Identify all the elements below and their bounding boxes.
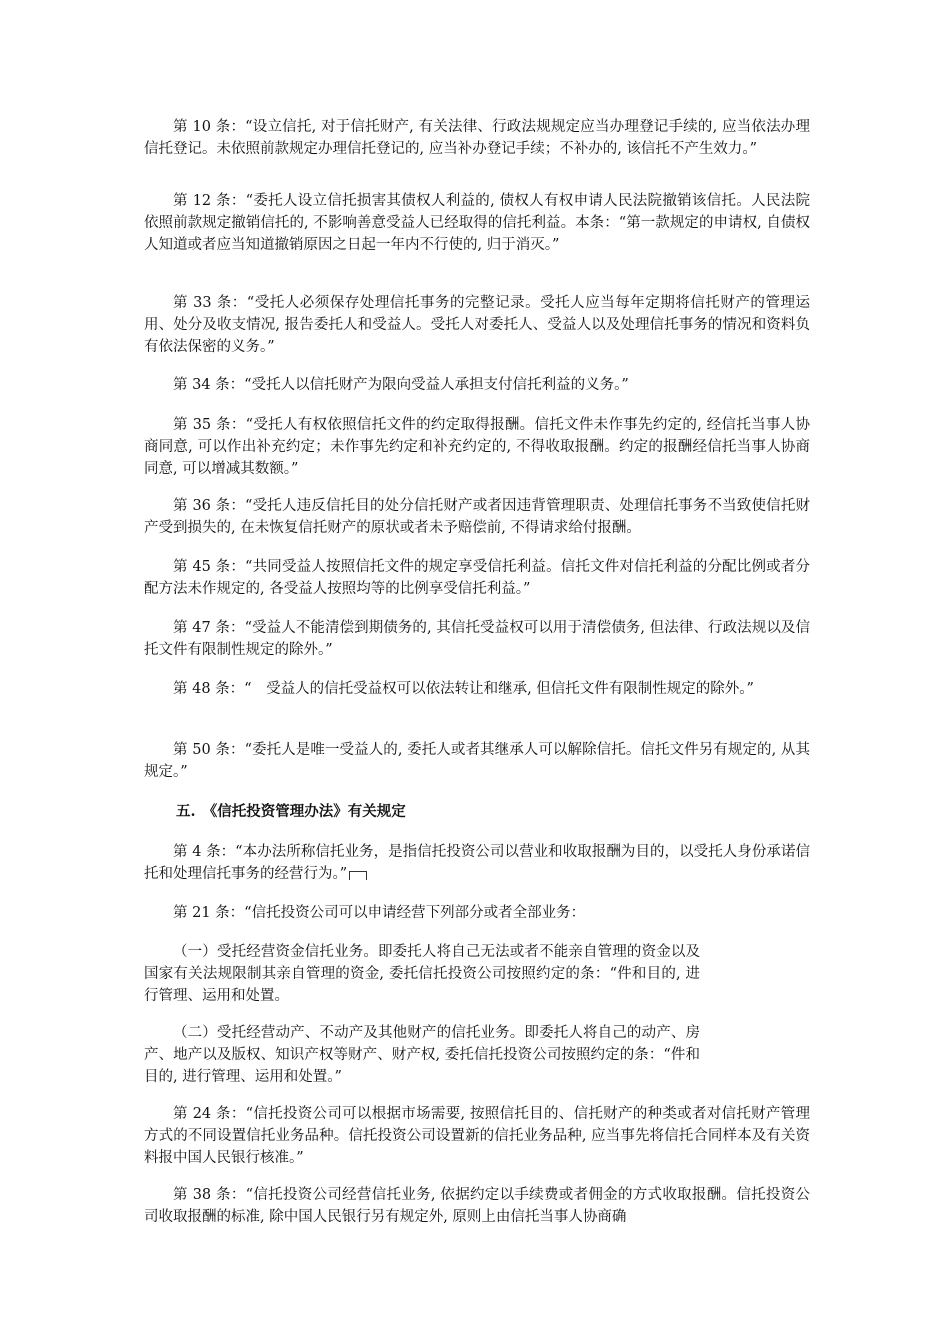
article-24-paragraph: 第 24 条：“信托投资公司可以根据市场需要, 按照信托目的、信托财产的种类或者对信托财产管理方式的不同设置信托业务品种。信托投资公司设置新的信托业务品种, 应当事先将信托合同样本及有关资料报中国人民银行核准。”: [144, 1106, 810, 1166]
item-2-paragraph: （二）受托经营动产、不动产及其他财产的信托业务。即委托人将自己的动产、房产、地产以及版权、知识产权等财产、财产权, 委托信托投资公司按照约定的条：“件和目的, 进行管理、运用和处置。”: [144, 1025, 700, 1085]
article-35-paragraph: 第 35 条：“受托人有权依照信托文件的约定取得报酬。信托文件未作事先约定的, 经信托当事人协商同意, 可以作出补充约定；未作事先约定和补充约定的, 不得收取报酬。约定的报酬经信托当事人协商同意, 可以增减其数额。”: [144, 417, 810, 477]
article-12-paragraph: 第 12 条：“委托人设立信托损害其债权人利益的, 债权人有权申请人民法院撤销该信托。人民法院依照前款规定撤销信托的, 不影响善意受益人已经取得的信托利益。本条：“第一款规定的申请权, 自债权人知道或者应当知道撤销原因之日起一年内不行使的, 归于消灭。”: [144, 193, 810, 253]
edit-mark-icon: [349, 871, 367, 880]
article-36-paragraph: 第 36 条：“受托人违反信托目的处分信托财产或者因违背管理职责、处理信托事务不当致使信托财产受到损失的, 在未恢复信托财产的原状或者未予赔偿前, 不得请求给付报酬。: [144, 498, 810, 536]
article-45-paragraph: 第 45 条：“共同受益人按照信托文件的规定享受信托利益。信托文件对信托利益的分配比例或者分配方法未作规定的, 各受益人按照均等的比例享受信托利益。”: [144, 559, 810, 597]
article-4-text: 第 4 条：“本办法所称信托业务，是指信托投资公司以营业和收取报酬为目的，以受托人身份承诺信托和处理信托事务的经营行为。”: [144, 844, 810, 882]
article-21-paragraph: 第 21 条：“信托投资公司可以申请经营下列部分或者全部业务：: [173, 905, 586, 921]
article-33-paragraph: 第 33 条：“受托人必须保存处理信托事务的完整记录。受托人应当每年定期将信托财产的管理运用、处分及收支情况, 报告委托人和受益人。受托人对委托人、受益人以及处理信托事务的情况和资料负有依法保密的义务。”: [144, 295, 810, 355]
section-heading: 五. 《信托投资管理办法》有关规定: [176, 803, 406, 820]
article-10-paragraph: 第 10 条：“设立信托, 对于信托财产, 有关法律、行政法规规定应当办理登记手续的, 应当依法办理信托登记。未依照前款规定办理信托登记的, 应当补办登记手续；不补办的, 该信托不产生效力。”: [144, 119, 810, 157]
article-48-paragraph: 第 48 条：“ 受益人的信托受益权可以依法转让和继承, 但信托文件有限制性规定的除外。”: [173, 681, 754, 697]
article-4-paragraph: [144, 841, 810, 885]
article-50-paragraph: 第 50 条：“委托人是唯一受益人的, 委托人或者其继承人可以解除信托。信托文件另有规定的, 从其规定。”: [144, 742, 810, 780]
article-47-paragraph: 第 47 条：“受益人不能清偿到期债务的, 其信托受益权可以用于清偿债务, 但法律、行政法规以及信托文件有限制性规定的除外。”: [144, 620, 810, 658]
item-1-paragraph: （一）受托经营资金信托业务。即委托人将自己无法或者不能亲自管理的资金以及国家有关法规限制其亲自管理的资金, 委托信托投资公司按照约定的条：“件和目的, 进行管理、运用和处置。: [144, 944, 700, 1004]
article-34-paragraph: 第 34 条：“受托人以信托财产为限向受益人承担支付信托利益的义务。”: [173, 377, 629, 393]
article-38-paragraph: 第 38 条：“信托投资公司经营信托业务, 依据约定以手续费或者佣金的方式收取报酬。信托投资公司收取报酬的标准, 除中国人民银行另有规定外, 原则上由信托当事人协商确: [144, 1187, 810, 1225]
